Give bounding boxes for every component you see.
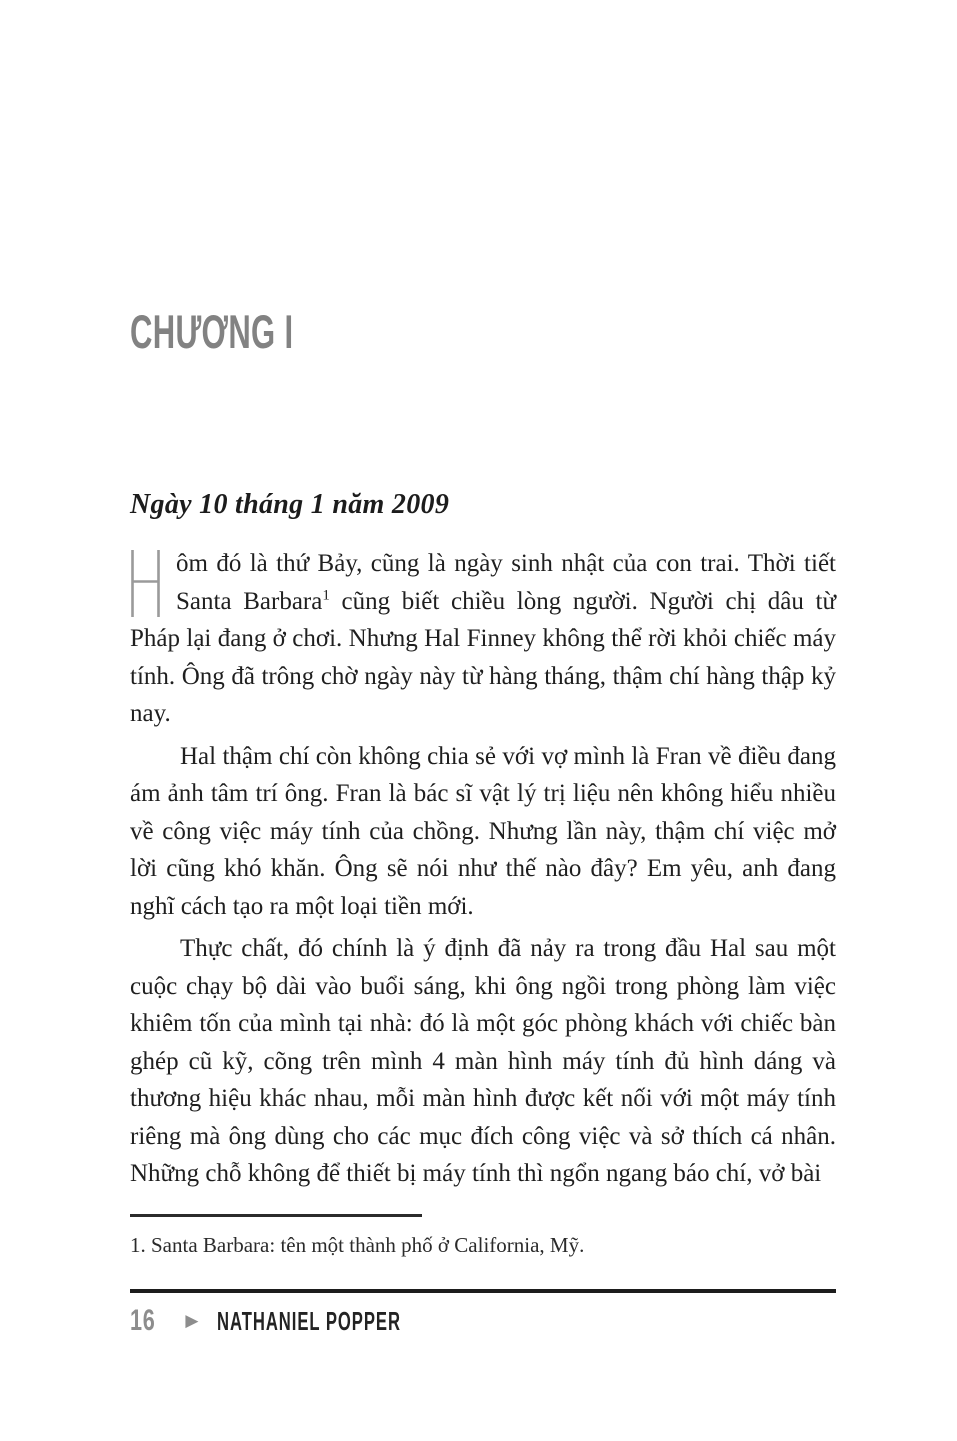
paragraph-3: Thực chất, đó chính là ý định đã nảy ra trong đầu Hal sau một cuộc chạy bộ dài vào buổi sáng, khi ông ngồi trong phòng làm việc khiêm tốn của mình tại nhà: đó là một góc phòng khách với chiếc bàn ghép cũ kỹ, cõng trên mình 4 màn hình máy tính đủ hình dáng và thương hiệu khác nhau, mỗi màn hình được kết nối với một máy tính riêng mà ông dùng cho các mục đích công việc và sở thích cá nhân. Những chỗ không để thiết bị máy tính thì ngổn ngang báo chí, vở bài bbox=[130, 935, 836, 1187]
drop-cap-h-glyph bbox=[130, 550, 161, 618]
drop-cap-letter-h bbox=[130, 545, 176, 618]
paragraph-1-text-continued: cũng biết chiều lòng người. Người chị dâu từ Pháp lại đang ở chơi. Nhưng Hal Finney không thể rời khỏi chiếc máy tính. Ông đã trông chờ ngày này từ hàng tháng, thậm chí hàng thập kỷ nay. bbox=[130, 587, 836, 727]
paragraph-1 bbox=[130, 545, 836, 733]
date-line: Ngày 10 tháng 1 năm 2009 bbox=[130, 489, 450, 520]
footnote-reference-1: 1 bbox=[322, 587, 330, 604]
chapter-title: CHƯƠNG I bbox=[130, 305, 294, 358]
paragraph-1-text: ôm đó là thứ Bảy, cũng là ngày sinh nhật của con trai. Thời tiết Santa Barbara bbox=[176, 550, 836, 615]
footer-rule bbox=[130, 1289, 836, 1293]
body-text bbox=[130, 545, 836, 1193]
page-number: 16 bbox=[130, 1304, 156, 1337]
right-triangle-icon: ▶ bbox=[185, 1310, 199, 1331]
author-name: NATHANIEL POPPER bbox=[217, 1305, 402, 1336]
footnote-text: 1. Santa Barbara: tên một thành phố ở California, Mỹ. bbox=[130, 1233, 585, 1257]
paragraph-2: Hal thậm chí còn không chia sẻ với vợ mình là Fran về điều đang ám ảnh tâm trí ông. Fran là bác sĩ vật lý trị liệu nên không hiểu nhiều về công việc máy tính của chồng. Nhưng lần này, thậm chí việc mở lời cũng khó khăn. Ông sẽ nói như thế nào đây? Em yêu, anh đang nghĩ cách tạo ra một loại tiền mới. bbox=[130, 742, 836, 920]
footnote-separator-rule bbox=[130, 1214, 422, 1217]
page-footer bbox=[130, 1303, 505, 1339]
